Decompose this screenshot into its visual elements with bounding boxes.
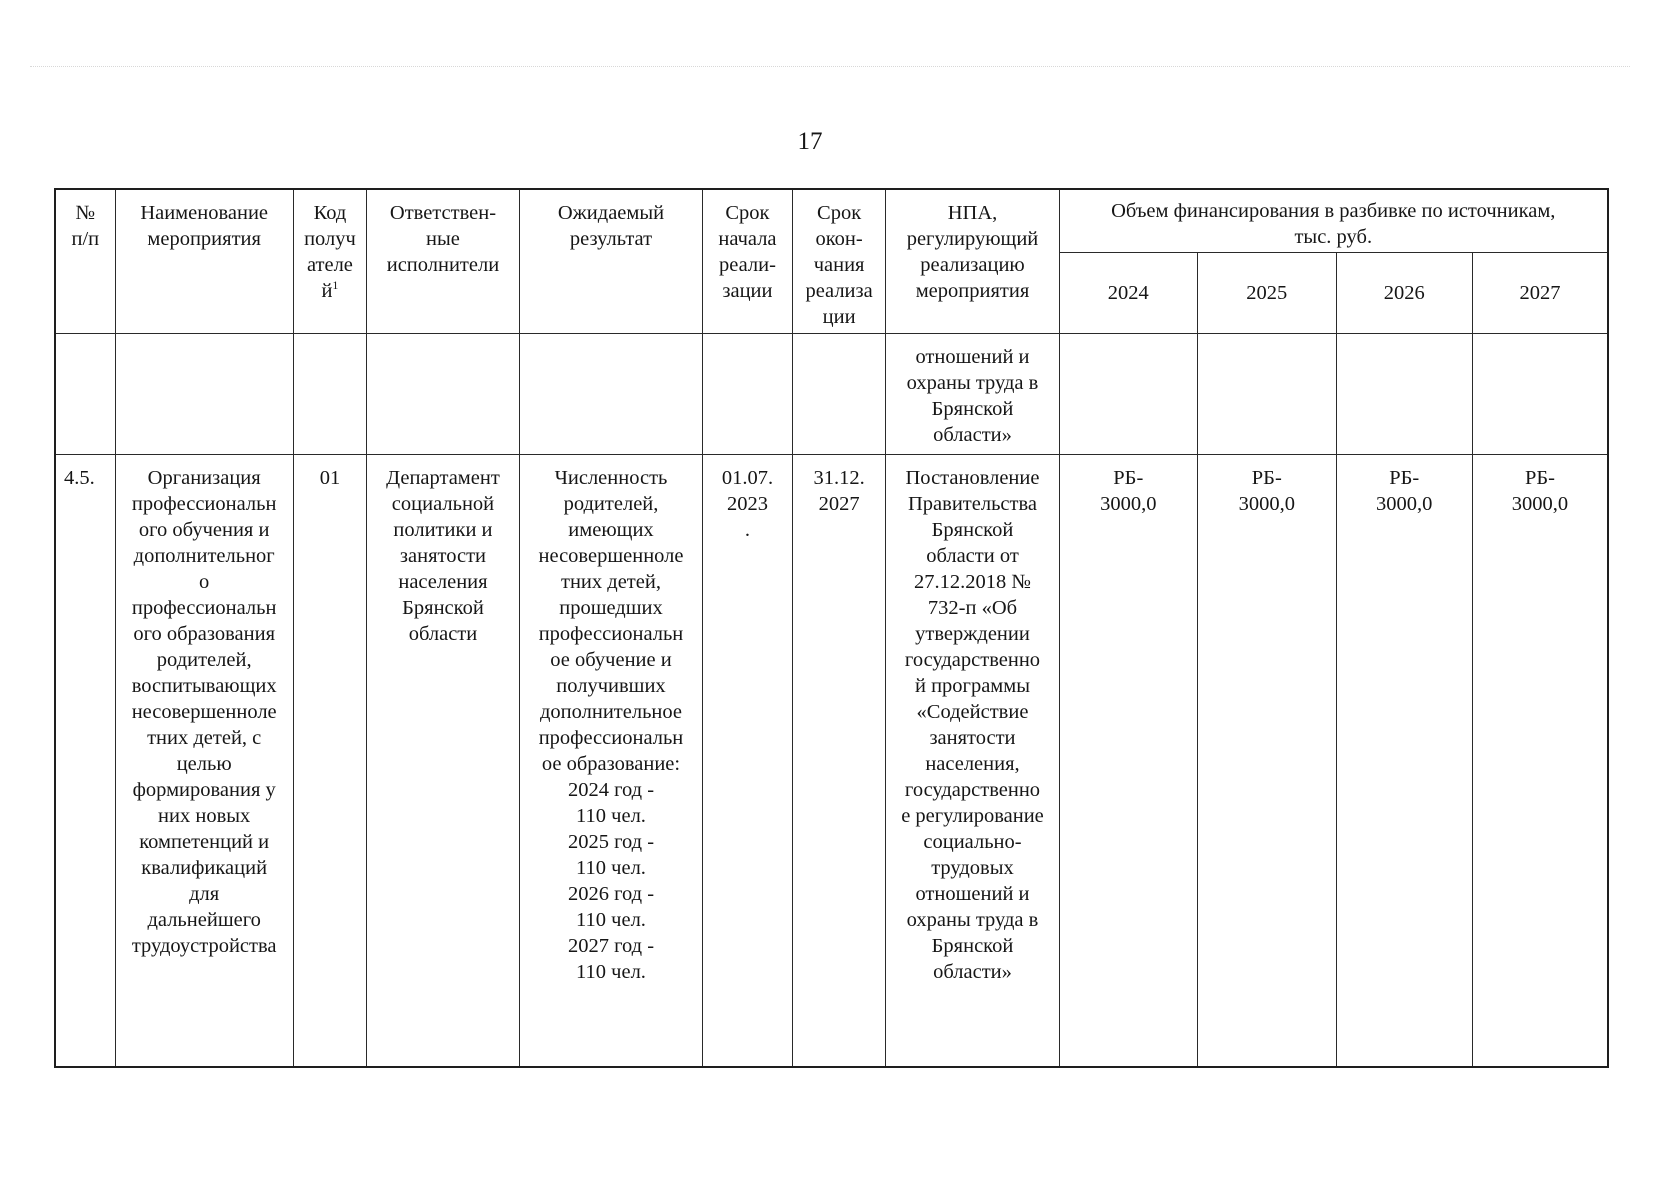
cell-funding-2027 [1472,454,1608,1067]
text-line: Ожидаемый [557,202,665,224]
text-line: НПА, [947,202,998,224]
text-line: 2024 год - [567,778,655,801]
cell-empty [792,334,886,455]
text-line: реали- [718,254,776,276]
cell-funding-2024 [1059,454,1197,1067]
text-line: Срок [725,202,770,224]
text-line: й программы [914,674,1031,697]
text-line: РБ- [1251,466,1282,489]
text-line: ателе [306,254,353,276]
text-line: населения [398,570,488,593]
text-line: формирования у [132,778,276,801]
text-line: профессиональн [131,492,277,515]
text-line: тних детей, [561,570,661,593]
header-start [703,189,793,334]
cell-empty [293,334,366,455]
text-line: Правительства [907,492,1037,515]
text-line: области от [926,544,1019,567]
text-line: несовершенноле [538,544,684,567]
header-code [293,189,366,334]
text-line: целью [176,752,232,775]
cell-empty [1472,334,1608,455]
text-line: Брянской [931,934,1014,957]
text-line: Организация [147,466,261,489]
text-line: реализа [805,280,873,302]
cell-end [792,454,886,1067]
text-line: охраны труда в [906,372,1039,395]
cell-code: 01 [293,454,366,1067]
cell-npa-continuation [886,334,1059,455]
text-line: РБ- [1524,466,1555,489]
header-code-footnote: 1 [332,278,339,293]
header-year-2027: 2027 [1472,253,1608,334]
cell-funding-2025 [1198,454,1336,1067]
text-line: отношений и [915,882,1030,905]
text-line: 110 чел. [576,960,646,983]
table-row-continuation [55,334,1608,455]
text-line: 2023 [726,492,768,515]
text-line: профессиональн [131,596,277,619]
text-line: Брянской [931,518,1014,541]
header-year-2024: 2024 [1059,253,1197,334]
cell-empty [1059,334,1197,455]
header-year-2026: 2026 [1336,253,1472,334]
cell-empty [115,334,293,455]
cell-start [703,454,793,1067]
cell-empty [703,334,793,455]
cell-empty [519,334,702,455]
text-line: реализацию [920,254,1025,276]
text-line: социальной [391,492,495,515]
text-line: несовершенноле [131,700,277,723]
cell-result [519,454,702,1067]
text-line: зации [722,280,773,302]
text-line: отношений и [915,346,1030,369]
text-line: окон- [815,228,863,250]
text-line: ого образования [133,622,276,645]
text-line: Брянской [402,596,484,619]
text-line: дополнительное [539,700,682,723]
text-line: ные [426,228,460,250]
text-line: «Содействие [916,700,1029,723]
text-line: компетенций и [139,830,270,853]
text-line: получивших [556,674,666,697]
text-line: населения, [925,752,1020,775]
cell-funding-2026 [1336,454,1472,1067]
header-year-2025: 2025 [1198,253,1336,334]
text-line: 3000,0 [1376,492,1433,515]
header-num [55,189,115,334]
text-line: занятости [399,544,486,567]
text-line: 2026 год - [567,882,655,905]
text-line: 2025 год - [567,830,655,853]
text-line: мероприятия [147,228,261,250]
text-line: получ [304,228,356,250]
text-line: . [744,518,750,541]
text-line: РБ- [1389,466,1420,489]
text-line: о [199,570,210,593]
header-executors [367,189,520,334]
cell-executors [367,454,520,1067]
text-line: области» [933,960,1012,983]
header-result [519,189,702,334]
cell-num: 4.5. [55,454,115,1067]
text-line: Постановление [905,466,1040,489]
text-line: родителей, [156,648,252,671]
text-line: 31.12. [813,466,865,489]
cell-empty [367,334,520,455]
text-line: 732-п «Об [927,596,1018,619]
text-line: Код [313,202,347,224]
table-row [55,454,1608,1067]
text-line: 01.07. [721,466,774,489]
text-line: 110 чел. [576,908,646,931]
text-line: государственно [904,648,1041,671]
cell-empty [1336,334,1472,455]
text-line: й [321,280,333,302]
text-line: регулирующий [906,228,1039,250]
text-line: профессиональн [538,622,684,645]
text-line: занятости [929,726,1016,749]
text-line: утверждении [915,622,1030,645]
text-line: № [75,202,96,224]
cell-name [115,454,293,1067]
text-line: квалификаций [141,856,268,879]
text-line: е регулирование [901,804,1044,827]
text-line: тыс. руб. [1294,226,1373,248]
measures-table [54,188,1609,1068]
text-line: них новых [158,804,251,827]
text-line: Объем финансирования в разбивке по источникам, [1111,200,1556,222]
text-line: 3000,0 [1238,492,1295,515]
text-line: трудовых [931,856,1014,879]
cell-empty [55,334,115,455]
text-line: трудоустройства [131,934,277,957]
text-line: для [189,882,220,905]
text-line: Численность [554,466,668,489]
text-line: РБ- [1113,466,1144,489]
text-line: государственно [904,778,1041,801]
text-line: Наименование [140,202,269,224]
header-code-text [296,200,364,302]
text-line: ого обучения и [138,518,270,541]
text-line: 110 чел. [576,804,646,827]
text-line: начала [718,228,777,250]
text-line: прошедших [559,596,663,619]
header-funding [1059,189,1608,253]
text-line: тних детей, с [147,726,262,749]
text-line: дальнейшего [147,908,261,931]
text-line: результат [569,228,653,250]
text-line: воспитывающих [131,674,277,697]
header-name [115,189,293,334]
text-line: ое обучение и [550,648,672,671]
text-line: ое образование: [541,752,681,775]
text-line: Департамент [386,466,500,489]
text-line: охраны труда в [906,908,1039,931]
text-line: 27.12.2018 № [914,570,1031,593]
text-line: ции [822,306,856,328]
text-line: 2027 [818,492,860,515]
text-line: мероприятия [915,280,1030,302]
text-line: 2027 год - [567,934,655,957]
cell-npa [886,454,1059,1067]
text-line: дополнительног [133,544,275,567]
text-line: Срок [817,202,862,224]
text-line: политики и [393,518,493,541]
text-line: родителей, [563,492,659,515]
header-row [55,189,1608,253]
text-line: области [408,622,478,645]
header-end [792,189,886,334]
text-line: чания [813,254,865,276]
text-line: 3000,0 [1100,492,1157,515]
scan-artifact-line [30,66,1630,67]
text-line: п/п [71,228,100,250]
text-line: профессиональн [538,726,684,749]
text-line: имеющих [568,518,654,541]
text-line: 3000,0 [1511,492,1569,515]
text-line: области» [933,424,1012,447]
text-line: исполнители [386,254,500,276]
page-number: 17 [797,128,823,155]
text-line: 110 чел. [576,856,646,879]
text-line: Брянской [931,398,1014,421]
text-line: социально- [923,830,1022,853]
cell-empty [1198,334,1336,455]
text-line: Ответствен- [389,202,497,224]
header-npa [886,189,1059,334]
